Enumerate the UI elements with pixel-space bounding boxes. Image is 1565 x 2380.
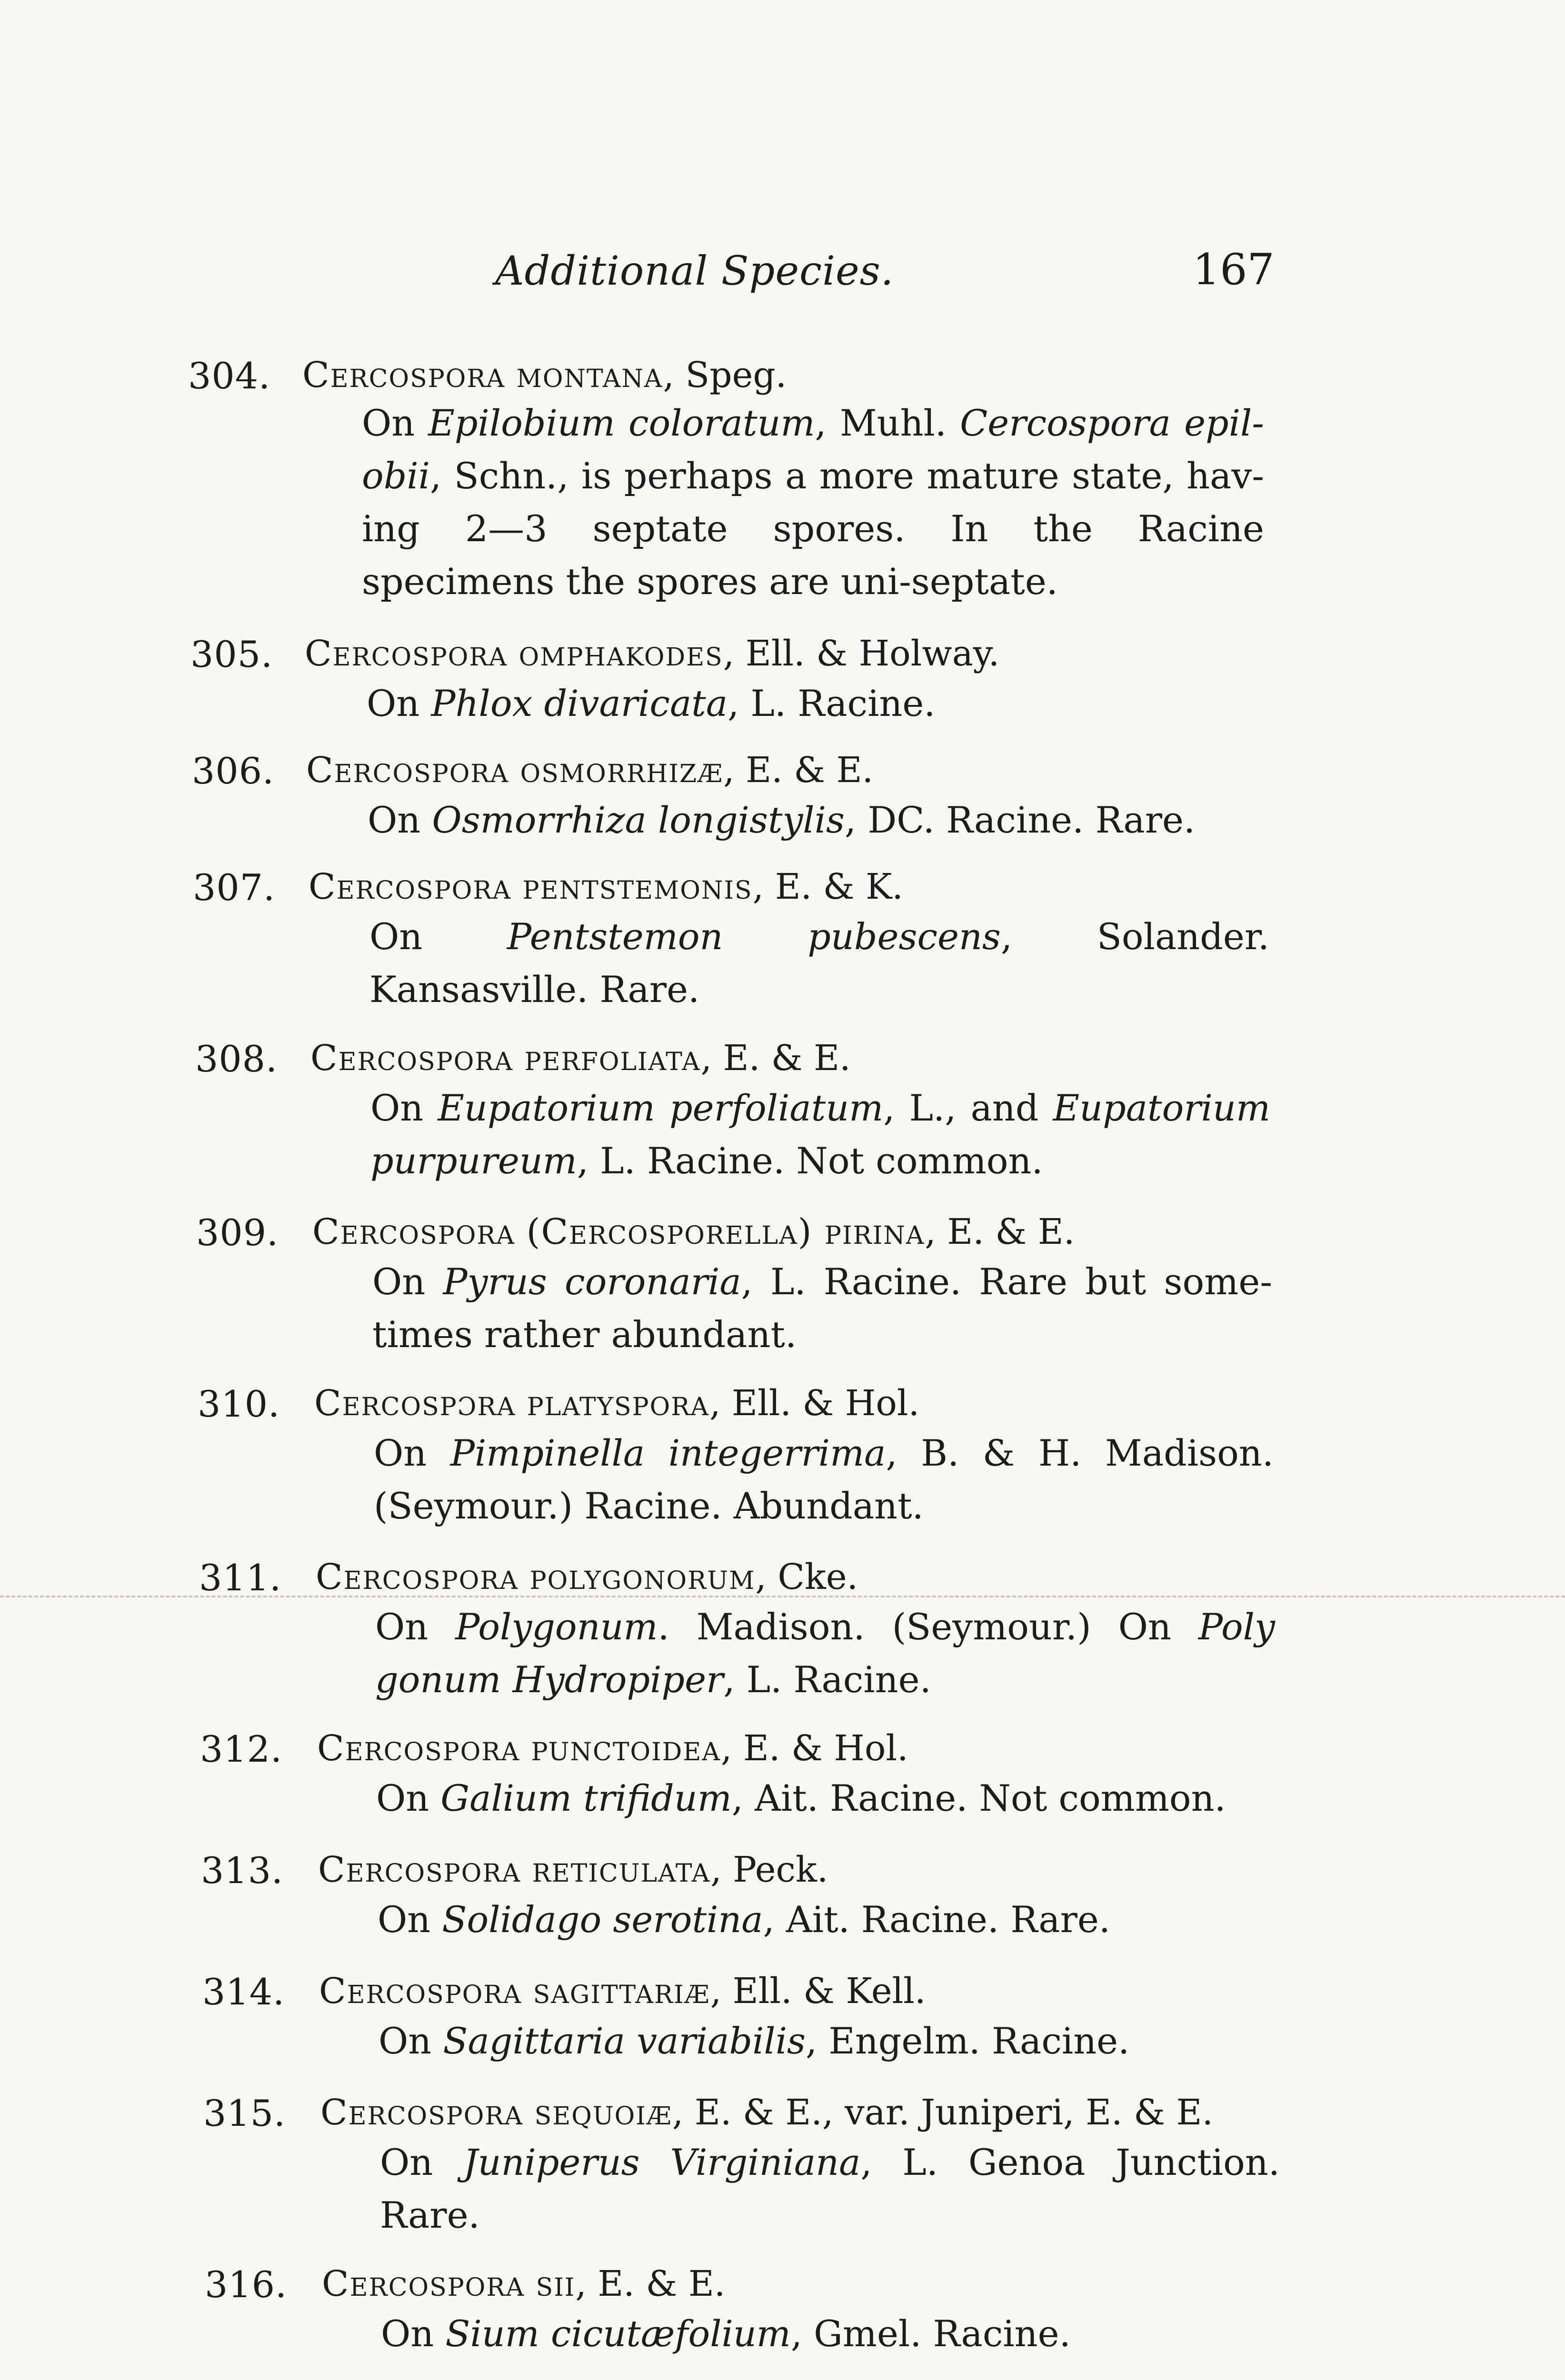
entry-number: 310.: [198, 1383, 280, 1425]
entry-body: On Galium trifidum, Ait. Racine. Not common.: [376, 1777, 1226, 1819]
entry-species: reticulata: [532, 1849, 711, 1890]
entry-species: perfoliata: [524, 1038, 701, 1079]
entry-title: [309, 866, 903, 907]
entry-authority: , E. & K.: [752, 866, 903, 907]
entry-title: [310, 1038, 851, 1079]
entry-body: On Osmorrhiza longistylis, DC. Racine. Rare.: [368, 799, 1196, 841]
running-head: [0, 245, 1565, 305]
entry-body: On Epilobium coloratum, Muhl. Cercospora epil-obii, Schn., is perhaps a more mature state, hav-ing 2—3 septate spores. In the Racine specimens the spores are uni-septate.: [362, 402, 1264, 603]
entry-body: On Polygonum. Madison. (Seymour.) On Poly gonum Hydropiper, L. Racine.: [375, 1606, 1275, 1701]
entry-title: [320, 2092, 1213, 2133]
entry-body: On Phlox divaricata, L. Racine.: [367, 682, 936, 724]
entry-number: 309.: [196, 1211, 279, 1254]
entry-number: 314.: [202, 1971, 285, 2013]
entry-title: [302, 355, 787, 396]
entry-title: [306, 750, 873, 791]
entry-authority: , E. & E.: [925, 1211, 1075, 1252]
page-number: 167: [1193, 245, 1275, 295]
entry-authority: , E. & E.: [723, 750, 874, 791]
entry-genus: Cercospora: [317, 1728, 520, 1769]
entry-body: On Pyrus coronaria, L. Racine. Rare but some-times rather abundant.: [372, 1260, 1272, 1356]
entry-authority: , Ell. & Hol.: [709, 1383, 920, 1424]
entry-body: On Solidago serotina, Ait. Racine. Rare.: [378, 1898, 1111, 1941]
entry-authority: , E. & E.: [575, 2263, 726, 2304]
entry-authority: , E. & E.: [700, 1038, 851, 1079]
entry-authority: , Cke.: [755, 1557, 858, 1597]
entry-number: 307.: [193, 866, 276, 909]
entry-title: [318, 1849, 828, 1890]
entry-number: 312.: [200, 1728, 283, 1770]
entry-species: sequoiæ: [534, 2092, 672, 2133]
entry-genus: Cercospora: [312, 1211, 516, 1252]
entry-genus: Cercospora: [316, 1557, 519, 1597]
entry-number: 311.: [199, 1557, 282, 1599]
entry-authority: , Ell. & Holway.: [723, 633, 1000, 674]
entry-title: [312, 1211, 1075, 1252]
entry-species: sii: [536, 2263, 576, 2304]
entry-authority: , Ell. & Kell.: [710, 1971, 926, 2012]
entry-authority: , Speg.: [663, 355, 787, 396]
entry-body: On Pentstemon pubescens, Solander. Kansasville. Rare.: [369, 915, 1269, 1011]
entry-genus: Cercospora: [320, 2092, 524, 2133]
entry-body: On Juniperus Virginiana, L. Genoa Junction. Rare.: [380, 2141, 1280, 2236]
entry-species: punctoidea: [531, 1728, 721, 1769]
entry-body: On Sium cicutæfolium, Gmel. Racine.: [381, 2312, 1071, 2355]
entry-species: pentstemonis: [522, 866, 753, 907]
entry-species: montana: [516, 355, 663, 396]
entry-genus: Cercospora: [302, 355, 506, 396]
entry-number: 315.: [203, 2092, 286, 2134]
entry-genus: Cercospora: [310, 1038, 514, 1079]
entry-species: platyspora: [527, 1383, 709, 1424]
entry-authority: , Peck.: [710, 1849, 828, 1890]
entry-genus: Cercospora: [318, 1849, 521, 1890]
entry-genus: Cercospora: [309, 866, 512, 907]
entry-species: polygonorum: [529, 1557, 756, 1597]
entry-number: 313.: [201, 1849, 284, 1892]
entry-title: [317, 1728, 908, 1769]
entry-genus: Cercospora: [322, 2263, 525, 2304]
entry-species: sagittariæ: [533, 1971, 710, 2012]
entry-body: On Eupatorium perfoliatum, L., and Eupatorium purpureum, L. Racine. Not common.: [370, 1087, 1271, 1182]
entry-authority: , E. & Hol.: [720, 1728, 908, 1769]
entry-body: On Sagittaria variabilis, Engelm. Racine.: [379, 2020, 1130, 2062]
entry-species: (Cercosporella) pirina: [526, 1211, 925, 1252]
entry-species: omphakodes: [518, 633, 723, 674]
entry-title: [314, 1383, 919, 1424]
entry-title: [319, 1971, 926, 2012]
entry-genus: Cercospora: [305, 633, 508, 674]
entry-number: 308.: [195, 1038, 278, 1080]
entry-body: On Pimpinella integerrima, B. & H. Madison. (Seymour.) Racine. Abundant.: [374, 1432, 1274, 1527]
entry-number: 305.: [190, 633, 273, 675]
entry-genus: Cercospɔra: [314, 1383, 516, 1424]
entry-number: 316.: [205, 2263, 288, 2306]
entry-title: [322, 2263, 725, 2304]
entry-number: 304.: [188, 355, 271, 397]
entry-title: [316, 1557, 858, 1597]
entry-genus: Cercospora: [306, 750, 509, 791]
entry-authority: , E. & E., var. Juniperi, E. & E.: [672, 2092, 1214, 2133]
running-head-title: Additional Species.: [495, 248, 894, 294]
entry-genus: Cercospora: [319, 1971, 522, 2012]
entry-number: 306.: [192, 750, 275, 792]
entry-species: osmorrhizæ: [520, 750, 724, 791]
entry-title: [305, 633, 999, 674]
